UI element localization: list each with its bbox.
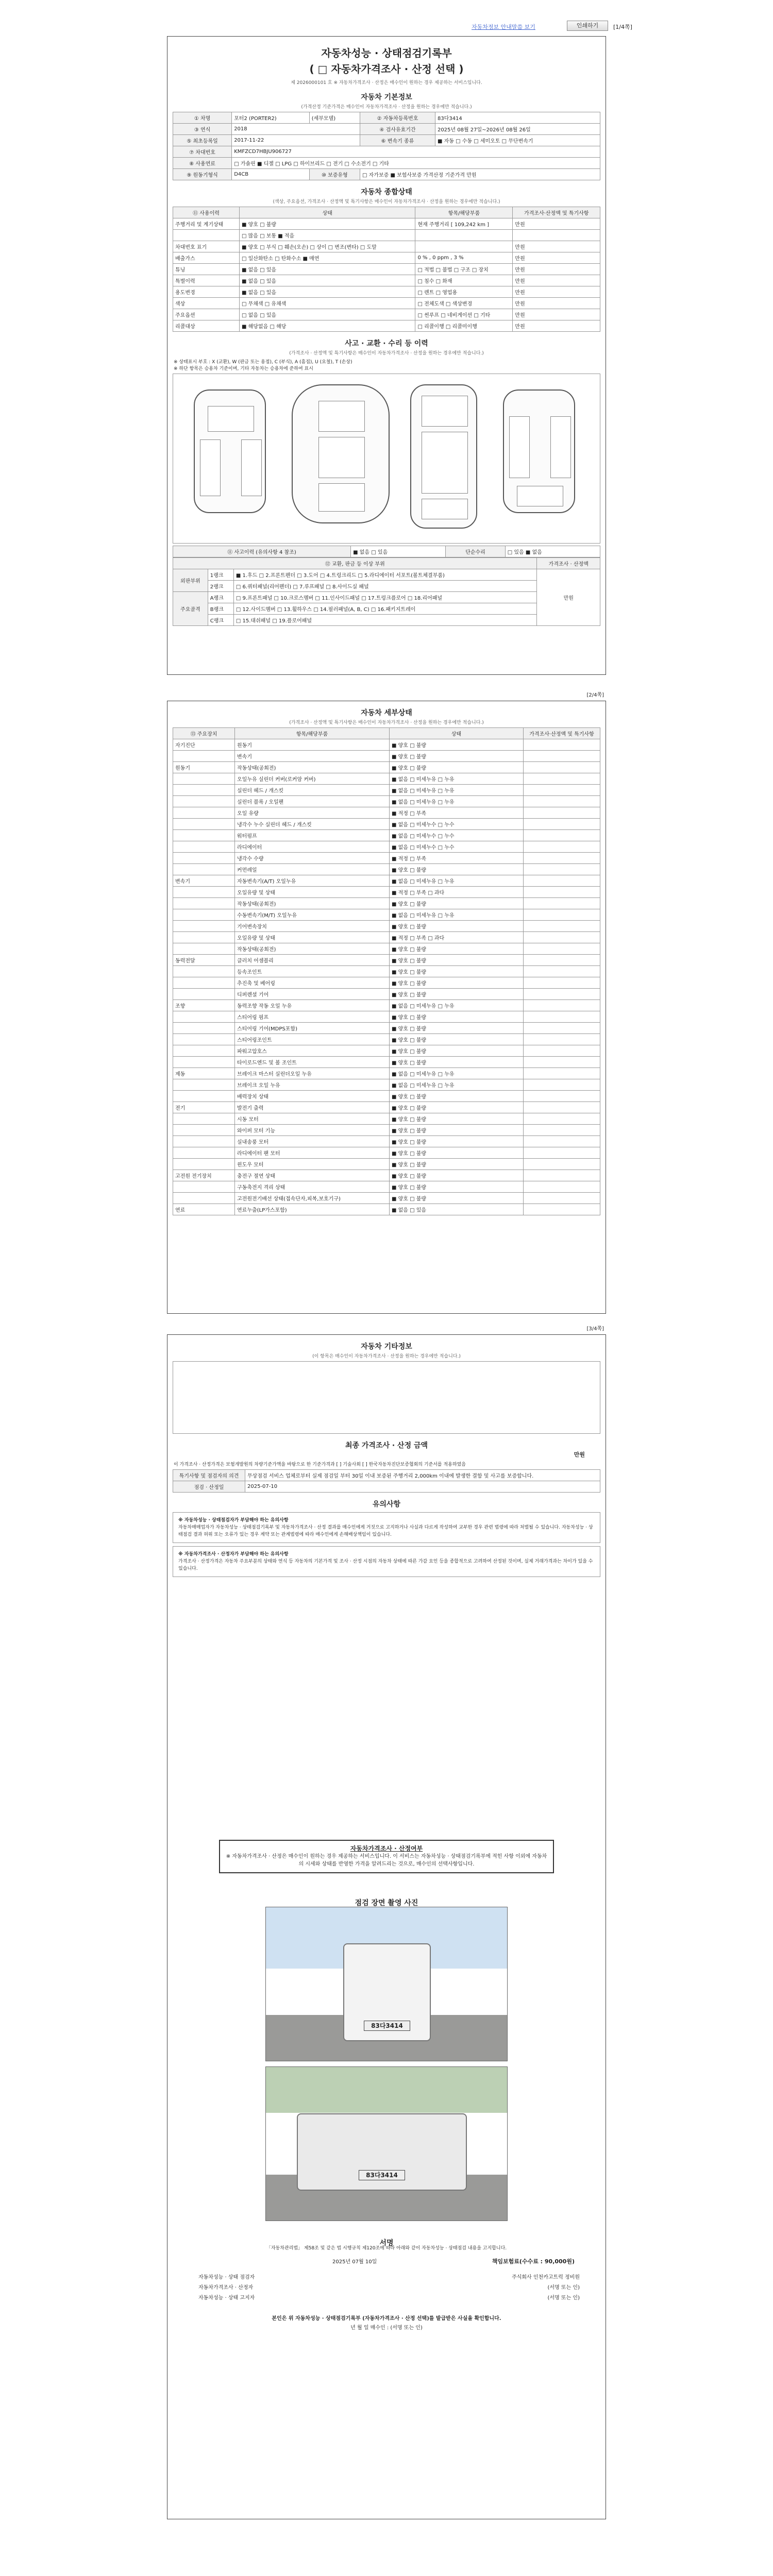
photos-title: 점검 장면 촬영 사진	[355, 1899, 418, 1907]
other-table	[173, 1361, 600, 1434]
table-row: 외판부위 1랭크 ■ 1.후드 □ 2.프론트펜더 □ 3.도어 □ 4.트렁크리드 □ 5.라디에이터 서포트(볼트체결부품) 만원	[173, 569, 600, 581]
inspector-table	[173, 1469, 600, 1493]
other-note: (이 항목은 매수인이 자동차가격조사 · 산정을 원하는 경우에만 적습니다.)	[312, 1354, 461, 1359]
table-row: 실린더 블록 / 오일팬 ■ 없음 □ 미세누유 □ 누유	[173, 796, 600, 807]
sign-footer: 본인은 위 자동차성능 · 상태점검기록부 (자동차가격조사 · 산정 선택)를 발급받은 사실을 확인합니다.	[272, 2316, 501, 2321]
price-title: 최종 가격조사 · 산정 금액	[345, 1442, 428, 1450]
accident-note: (가격조사 · 산정액 및 특기사항은 매수인이 자동차가격조사 · 산정을 원하는 경우에만 적습니다.)	[289, 351, 484, 356]
table-row: 커먼레일 ■ 양호 □ 불량	[173, 864, 600, 875]
table-row: 스티어링 펌프 ■ 양호 □ 불량	[173, 1011, 600, 1023]
rear-left-cell	[509, 416, 530, 478]
table-row: 점검 · 산정일 2025-07-10	[173, 1481, 600, 1493]
right-door-cell	[241, 439, 262, 496]
table-row: 추진축 및 베어링 ■ 양호 □ 불량	[173, 977, 600, 989]
table-row: 스티어링 기어(MDPS포함) ■ 양호 □ 불량	[173, 1023, 600, 1034]
table-row: 자기진단 원동기 ■ 양호 □ 불량	[173, 739, 600, 751]
general-status-table	[173, 207, 600, 332]
parts-table	[173, 557, 600, 626]
price-value: 만원	[574, 1451, 585, 1458]
trunk-cell	[318, 483, 365, 512]
sign-date: 2025년 07월 10일	[332, 2259, 377, 2265]
table-row: 타이로드엔드 및 볼 조인트 ■ 양호 □ 불량	[173, 1057, 600, 1068]
page-number-3: [3/4쪽]	[586, 1326, 604, 1332]
table-row: 색상 □ 무채색 □ 유채색 □ 전체도색 □ 색상변경 만원	[173, 298, 600, 309]
inspection-photo-1	[265, 1907, 508, 2061]
rear-right-cell	[550, 416, 571, 478]
sign-rows	[198, 2273, 580, 2303]
license-plate-2: 83다3414	[359, 2170, 405, 2180]
hood-cell	[208, 406, 254, 432]
document-title: 자동차성능 · 상태점검기록부	[321, 47, 452, 59]
fee-label: 책임보험료(수수료 : 90,000원)	[492, 2258, 575, 2265]
sign-row-1: 자동차성능 · 상태 점검자 주식회사 인천카고트럭 정비원	[198, 2275, 580, 2280]
table-row: 작동상태(공회전) ■ 양호 □ 불량	[173, 943, 600, 955]
consent-box: 자동차가격조사 · 산정여부 ※ 자동차가격조사 · 산정은 매수인이 원하는 경우 제공하는 서비스입니다. 이 서비스는 자동차성능 · 상태점검기록부에 적힌 사항 이외에 자동차의 시세와 상태를 반영한 가격을 알려드리는 것으로, 매수인의 선택사항입니다.	[219, 1840, 554, 1873]
table-row: 냉각수 수량 ■ 적정 □ 부족	[173, 853, 600, 864]
print-button[interactable]: 인쇄하기	[567, 21, 608, 31]
car-top-view	[292, 384, 390, 523]
basic-info-note: (가격산정 기준가격은 매수인이 자동차가격조사 · 산정을 원하는 경우에만 적습니다.)	[301, 105, 472, 110]
table-row: 2랭크 □ 6.쿼터패널(리어펜더) □ 7.루프패널 □ 8.사이드실 패널	[173, 581, 600, 592]
table-row: 스티어링조인트 ■ 양호 □ 불량	[173, 1034, 600, 1045]
frame-rear-cell	[422, 499, 468, 519]
accident-table	[173, 546, 600, 557]
table-row: 제동 브레이크 마스터 실린더오일 누유 ■ 없음 □ 미세누유 □ 누유	[173, 1068, 600, 1079]
table-row: 브레이크 오일 누유 ■ 없음 □ 미세누유 □ 누유	[173, 1079, 600, 1091]
top-hood-cell	[318, 401, 365, 432]
detail-note: (가격조사 · 산정액 및 특기사항은 매수인이 자동차가격조사 · 산정을 원하는 경우에만 적습니다.)	[289, 720, 484, 725]
table-row: 등속조인트 ■ 양호 □ 불량	[173, 966, 600, 977]
general-status-title: 자동차 종합상태	[361, 188, 412, 196]
table-row: B랭크 □ 12.사이드멤버 □ 13.휠하우스 □ 14.필러패널(A, B, C) □ 16.패키지트레이	[173, 603, 600, 615]
basic-info-table	[173, 112, 600, 180]
table-header-row: ⑪ 사용이력 상태 항목/해당부품 가격조사·산정액 및 특기사항	[173, 207, 600, 218]
sign-row-2: 자동차가격조사 · 산정자 (서명 또는 인)	[198, 2285, 580, 2291]
table-row: 동력전달 클러치 어셈블리 ■ 양호 □ 불량	[173, 955, 600, 966]
legend-text-2: ※ 하단 항목은 승용차 기준이며, 기타 자동차는 승용차에 준하여 표시	[174, 366, 313, 371]
table-row: 차대번호 표기 ■ 양호 □ 부식 □ 훼손(오손) □ 상이 □ 변조(변타) □ 도말 만원	[173, 241, 600, 252]
table-row: C랭크 □ 15.대쉬패널 □ 19.플로어패널	[173, 615, 600, 626]
roof-cell	[318, 437, 365, 478]
top-bar	[0, 20, 773, 32]
sign-body: 「자동차관리법」 제58조 및 같은 법 시행규칙 제120조에 따라 아래와 같이 자동차성능 · 상태점검 내용을 고지합니다.	[266, 2246, 507, 2251]
car-frame-view	[410, 384, 477, 529]
rear-panel-cell	[517, 486, 563, 506]
table-row: 와이퍼 모터 기능 ■ 양호 □ 불량	[173, 1125, 600, 1136]
table-row: 구동축전지 격리 상태 ■ 양호 □ 불량	[173, 1181, 600, 1193]
license-plate-1: 83다3414	[364, 2021, 410, 2031]
table-row: 주요옵션 □ 없음 □ 있음 □ 썬루프 □ 네비게이션 □ 기타 만원	[173, 309, 600, 320]
table-row: 배출가스 □ 일산화탄소 □ 탄화수소 ■ 매연 0 % , 0 ppm , 3 % 만원	[173, 252, 600, 264]
frame-middle-cell	[422, 432, 468, 494]
table-row: 실내송풍 모터 ■ 양호 □ 불량	[173, 1136, 600, 1147]
inspection-photo-2	[265, 2066, 508, 2221]
table-row: 변속기 ■ 양호 □ 불량	[173, 751, 600, 762]
table-row: 주요골격 A랭크 □ 9.프론트패널 □ 10.크로스멤버 □ 11.인사이드패널 □ 17.트렁크플로어 □ 18.리어패널	[173, 592, 600, 603]
price-note: 이 가격조사 · 산정가격은 보험개발원의 차량기준가액을 바탕으로 한 기준가격과 [ ] 기술사회 [ ] 한국자동차진단보증협회의 기준서를 적용하였음	[174, 1462, 466, 1467]
other-info-grid	[173, 1362, 600, 1434]
table-row: 윈도우 모터 ■ 양호 □ 불량	[173, 1159, 600, 1170]
table-row: 파워고압호스 ■ 양호 □ 불량	[173, 1045, 600, 1057]
legend-text: ※ 상태표시 부호 : X (교환), W (판금 또는 용접), C (부식), A (흠집), U (요철), T (손상)	[174, 360, 352, 365]
page-2	[167, 701, 606, 1314]
table-row: 라디에이터 ■ 없음 □ 미세누수 □ 누수	[173, 841, 600, 853]
table-row: 냉각수 누수 실린더 헤드 / 개스킷 ■ 없음 □ 미세누수 □ 누수	[173, 819, 600, 830]
notes-title: 유의사항	[372, 1500, 401, 1509]
vehicle-info-link[interactable]: 자동차정보 안내말씀 보기	[472, 24, 535, 30]
basic-info-title: 자동차 기본정보	[361, 93, 412, 101]
table-row: ⑤ 최초등록일 2017-11-22 ⑥ 변속기 종류 ■ 자동 □ 수동 □ 세미오토 □ 무단변속기	[173, 135, 600, 146]
table-row: 변속기 자동변속기(A/T) 오일누유 ■ 없음 □ 미세누유 □ 누유	[173, 875, 600, 887]
table-row: 특별이력 ■ 없음 □ 있음 □ 침수 □ 화재 만원	[173, 275, 600, 286]
general-status-note: (색상, 주요옵션, 가격조사 · 산정액 및 특기사항은 매수인이 자동차가격조사 · 산정을 원하는 경우에만 적습니다.)	[273, 199, 500, 205]
table-row: 워터펌프 ■ 없음 □ 미세누수 □ 누수	[173, 830, 600, 841]
table-row: 조향 동력조향 작동 오일 누유 ■ 없음 □ 미세누유 □ 누유	[173, 1000, 600, 1011]
table-row: 고전원 전기장치 충전구 절연 상태 ■ 양호 □ 불량	[173, 1170, 600, 1181]
car-rear-view	[503, 389, 575, 513]
table-row: 오일유량 및 상태 ■ 적정 □ 부족 □ 과다	[173, 887, 600, 898]
sign-footer-2: 년 월 일 매수인 : (서명 또는 인)	[350, 2325, 423, 2331]
table-row: 오일 유량 ■ 적정 □ 부족	[173, 807, 600, 819]
table-row: 실린더 헤드 / 개스킷 ■ 없음 □ 미세누유 □ 누유	[173, 785, 600, 796]
table-row: ⑨ 원동기형식 D4CB ⑩ 보증유형 □ 자가보증 ■ 보험사보증 가격산정 기준가격 만원	[173, 169, 600, 180]
document-note: 제 2026000101 호 ※ 자동차가격조사 · 산정은 매수인이 원하는 경우 제공하는 서비스입니다.	[291, 80, 482, 86]
sign-row-3: 자동차성능 · 상태 고지자 (서명 또는 인)	[198, 2295, 580, 2301]
table-row: 리콜대상 ■ 해당없음 □ 해당 □ 리콜이행 □ 리콜미이행 만원	[173, 320, 600, 332]
table-row: 튜닝 ■ 없음 □ 있음 □ 적법 □ 불법 □ 구조 □ 장치 만원	[173, 264, 600, 275]
table-row: 라디에이터 팬 모터 ■ 양호 □ 불량	[173, 1147, 600, 1159]
table-row: 오일누유 실린더 커버(로커암 커버) ■ 없음 □ 미세누유 □ 누유	[173, 773, 600, 785]
page-3	[167, 1334, 606, 2519]
car-front-view	[194, 389, 266, 513]
table-row: 기어변속장치 ■ 양호 □ 불량	[173, 921, 600, 932]
table-row: 작동상태(공회전) ■ 양호 □ 불량	[173, 898, 600, 909]
table-row: ⑧ 사용연료 □ 가솔린 ■ 디젤 □ LPG □ 하이브리드 □ 전기 □ 수소전기 □ 기타	[173, 158, 600, 169]
table-row: 특기사항 및 점검자의 의견 무상점검 서비스 업체로부터 실제 점검일 부터 30일 이내 보증된 주행거리 2,000km 이내에 발생한 결함 및 사고를 보증합니다.	[173, 1470, 600, 1481]
table-row: 시동 모터 ■ 양호 □ 불량	[173, 1113, 600, 1125]
car-diagram	[173, 374, 600, 544]
table-row: ⑪ 사고이력 (유의사항 4 참조) ■ 없음 □ 있음 단순수리 □ 있음 ■ 없음	[173, 546, 600, 557]
sign-title: 서명	[379, 2239, 394, 2247]
table-row: 주행거리 및 계기상태 ■ 양호 □ 불량 현재 주행거리 [ 109,242 km ] 만원	[173, 218, 600, 230]
table-row: 오일유량 및 상태 ■ 적정 □ 부족 □ 과다	[173, 932, 600, 943]
table-row: ③ 연식 2018 ④ 검사유효기간 2025년 08월 27일~2026년 08월 26일	[173, 124, 600, 135]
table-header-row: ⑬ 주요장치 항목/해당부품 상태 가격조사·산정액 및 특기사항	[173, 728, 600, 739]
table-row: ⑦ 차대번호 KMFZCD7HBJU906727	[173, 146, 600, 158]
table-row: ① 차명 포터2 (PORTER2) (세부모델) ② 자동차등록번호 83다3414	[173, 112, 600, 124]
table-row: 배력장치 상태 ■ 양호 □ 불량	[173, 1091, 600, 1102]
table-row: 고전원전기배선 상태(접속단자,피복,보호기구) ■ 양호 □ 불량	[173, 1193, 600, 1204]
detail-table	[173, 727, 600, 1215]
page-number-2: [2/4쪽]	[586, 692, 604, 698]
table-row: 용도변경 ■ 없음 □ 있음 □ 렌트 □ 영업용 만원	[173, 286, 600, 298]
accident-title: 사고 · 교환 · 수리 등 이력	[345, 340, 428, 348]
left-door-cell	[200, 439, 221, 496]
table-row: 수동변속기(M/T) 오일누유 ■ 없음 □ 미세누유 □ 누유	[173, 909, 600, 921]
detail-title: 자동차 세부상태	[361, 709, 412, 717]
page-indicator: [1/4쪽]	[613, 24, 632, 30]
frame-front-cell	[422, 396, 468, 427]
table-row	[173, 1362, 600, 1434]
table-row: 디퍼렌셜 기어 ■ 양호 □ 불량	[173, 989, 600, 1000]
notes-box-2: ※ 자동차가격조사 · 산정자가 부담해야 하는 유의사항 가격조사 · 산정가격은 자동차 주요부분의 상태와 연식 등 자동차의 기본가격 및 조사 · 산정 시점의 자동차 상태에 따른 가감 요인 등을 종합적으로 고려하여 산정된 것이며, 실제 거래가격과는 차이가 있을 수 있습니다.	[173, 1546, 600, 1577]
table-row: ⑫ 교환, 판금 등 이상 부위 가격조사 · 산정액	[173, 558, 600, 569]
document-subtitle: ( □ 자동차가격조사 · 산정 선택 )	[309, 63, 464, 75]
table-row: 연료 연료누출(LP가스포함) ■ 없음 □ 있음	[173, 1204, 600, 1215]
table-row: 전기 발전기 출력 ■ 양호 □ 불량	[173, 1102, 600, 1113]
page-1	[167, 36, 606, 675]
table-row: 원동기 작동상태(공회전) ■ 양호 □ 불량	[173, 762, 600, 773]
other-title: 자동차 기타정보	[361, 1343, 412, 1351]
notes-box-1: ※ 자동차성능 · 상태점검자가 부담해야 하는 유의사항 자동차매매업자가 자동차성능 · 상태점검기록부 및 자동차가격조사 · 산정 결과를 매수인에게 거짓으로 고지하거나 사실과 다르게 작성하여 교부한 경우 관련 법령에 따라 처벌될 수 있습니다. 자동차성능 · 상태점검 결과 허위 또는 오류가 있는 경우 계약 또는 관계법령에 따라 매수인에게 손해배상책임이 있습니다.	[173, 1512, 600, 1543]
table-row: □ 많음 □ 보통 ■ 적음	[173, 230, 600, 241]
